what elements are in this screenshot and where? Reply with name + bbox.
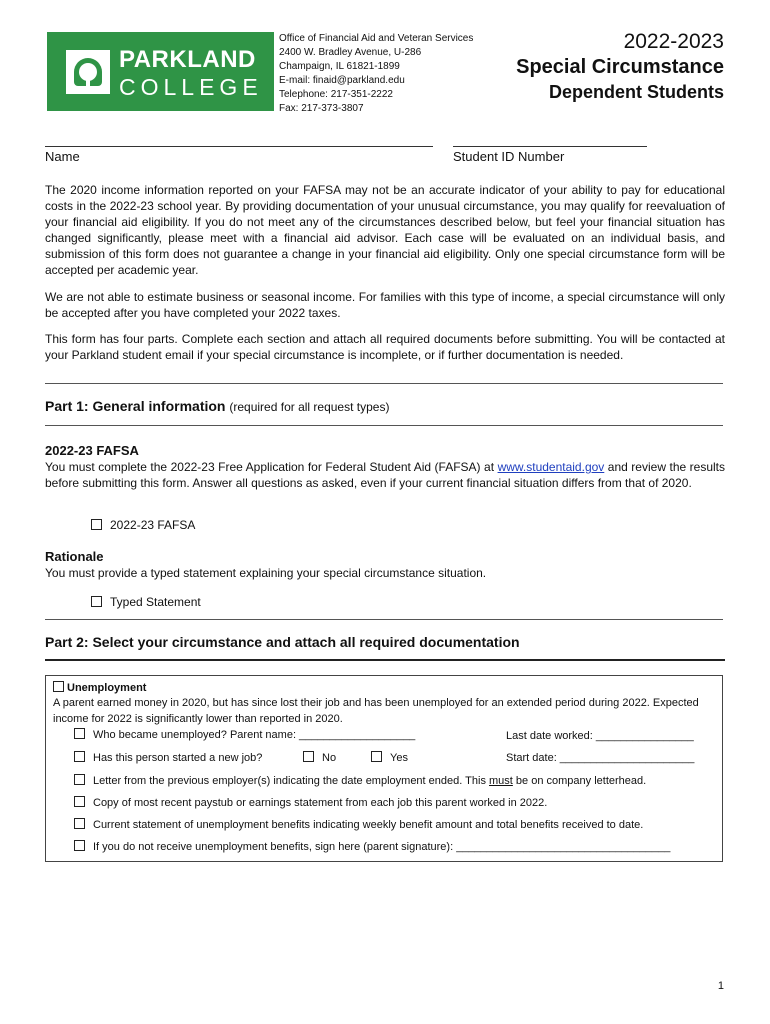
new-job-yes-option: Yes: [371, 751, 408, 764]
form-subtitle: Dependent Students: [548, 82, 724, 102]
student-id-label: Student ID Number: [453, 149, 565, 164]
office-fax: Fax: 217-373-3807: [279, 103, 364, 114]
office-address: 2400 W. Bradley Avenue, U-286: [279, 47, 422, 58]
student-id-field-line[interactable]: [453, 146, 647, 147]
part1-note: (required for all request types): [229, 400, 390, 414]
new-job-label: Has this person started a new job?: [93, 752, 263, 764]
name-field-line[interactable]: [45, 146, 433, 147]
new-job-no-option: No: [303, 751, 336, 764]
unemployment-description: A parent earned money in 2020, but has since lost their job and has been unemployed for an extended period during 2022. Expected income for 2022 is significantly lower than reported in 2020.: [53, 697, 699, 725]
logo-text-college: COLLEGE: [119, 74, 263, 100]
fafsa-checkbox-row: [91, 518, 195, 532]
new-job-yes-checkbox[interactable]: [371, 751, 382, 762]
divider: [45, 425, 723, 426]
rationale-text: You must provide a typed statement explaining your special circumstance situation.: [45, 566, 487, 580]
office-email: E-mail: finaid@parkland.edu: [279, 75, 405, 86]
fafsa-paragraph: You must complete the 2022-23 Free Application for Federal Student Aid (FAFSA) at www.studentaid.gov and review the results before submitting this form. Answer all questions as asked, even if your current financial situation differs from that of 2020.: [45, 460, 725, 490]
unemployment-checkbox[interactable]: [53, 681, 64, 692]
form-year: 2022-2023: [623, 30, 724, 53]
studentaid-link[interactable]: www.studentaid.gov: [497, 460, 605, 474]
office-telephone: Telephone: 217-351-2222: [279, 89, 393, 100]
part2-heading: Part 2: Select your circumstance and attach all required documentation: [45, 634, 520, 650]
page-number: 1: [717, 980, 724, 992]
unemployment-heading: Unemployment: [67, 682, 147, 694]
new-job-no-checkbox[interactable]: [303, 751, 314, 762]
typed-statement-label: Typed Statement: [110, 595, 201, 609]
rationale-heading: Rationale: [45, 549, 104, 564]
benefits-row: Current statement of unemployment benefits indicating weekly benefit amount and total benefits received to date.: [74, 818, 643, 831]
part1-heading: [45, 398, 389, 414]
divider: [45, 383, 723, 384]
last-date-worked-field[interactable]: Last date worked: ________________: [506, 730, 694, 742]
intro-paragraph-1: The 2020 income information reported on your FAFSA may not be an accurate indicator of your ability to pay for educational costs in the 2022-23 school year. By providing documentation of your unusual circumstance, you may qualify for reevaluation of your financial aid eligibility. If you do not meet any of the circumstances described below, but feel your financial situation has changed significantly, please meet with a financial aid advisor. Each case will be evaluated on an individual basis, and submission of this form does not guarantee a change in your financial aid eligibility. Only one special circumstance form will be accepted per academic year.: [45, 183, 725, 277]
fafsa-checkbox-label: 2022-23 FAFSA: [110, 518, 196, 532]
office-city: Champaign, IL 61821-1899: [279, 61, 400, 72]
office-contact-block: [279, 32, 473, 116]
new-job-checkbox[interactable]: [74, 751, 85, 762]
part1-title: Part 1: General information: [45, 398, 226, 414]
benefits-checkbox[interactable]: [74, 818, 85, 829]
intro-paragraph-3: This form has four parts. Complete each section and attach all required documents before submitting. You will be contacted at your Parkland student email if your special circumstance is incomplete, or if further documentation is needed.: [45, 332, 725, 362]
who-unemployed-checkbox[interactable]: [74, 728, 85, 739]
start-date-field[interactable]: Start date: ______________________: [506, 752, 695, 764]
letter-row: Letter from the previous employer(s) indicating the date employment ended. This must be on company letterhead.: [74, 774, 646, 787]
must-emphasis: must: [489, 775, 513, 787]
signature-checkbox[interactable]: [74, 840, 85, 851]
parent-signature-field[interactable]: If you do not receive unemployment benefits, sign here (parent signature): ___________________________________: [93, 841, 671, 853]
parkland-logo: [47, 32, 274, 111]
rationale-checkbox-row: [91, 595, 201, 609]
office-name: Office of Financial Aid and Veteran Services: [279, 33, 474, 44]
intro-paragraph-2: We are not able to estimate business or seasonal income. For families with this type of income, a special circumstance will only be accepted after you have completed your 2022 taxes.: [45, 290, 725, 320]
who-unemployed-row: [74, 728, 415, 741]
unemployment-heading-row: [53, 681, 146, 694]
name-label: Name: [45, 149, 80, 164]
divider: [45, 619, 723, 620]
logo-mark-icon: [66, 50, 110, 94]
who-unemployed-label[interactable]: Who became unemployed? Parent name: ___________________: [93, 729, 416, 741]
paystub-row: Copy of most recent paystub or earnings statement from each job this parent worked in 2022.: [74, 796, 547, 809]
typed-statement-checkbox[interactable]: [91, 596, 102, 607]
part2-divider: [45, 659, 725, 661]
form-title: Special Circumstance: [516, 56, 724, 78]
paystub-checkbox[interactable]: [74, 796, 85, 807]
letter-checkbox[interactable]: [74, 774, 85, 785]
fafsa-checkbox[interactable]: [91, 519, 102, 530]
logo-text-parkland: PARKLAND: [119, 46, 256, 73]
fafsa-heading: 2022-23 FAFSA: [45, 443, 139, 458]
signature-row: [74, 840, 670, 853]
new-job-row: [74, 751, 262, 764]
